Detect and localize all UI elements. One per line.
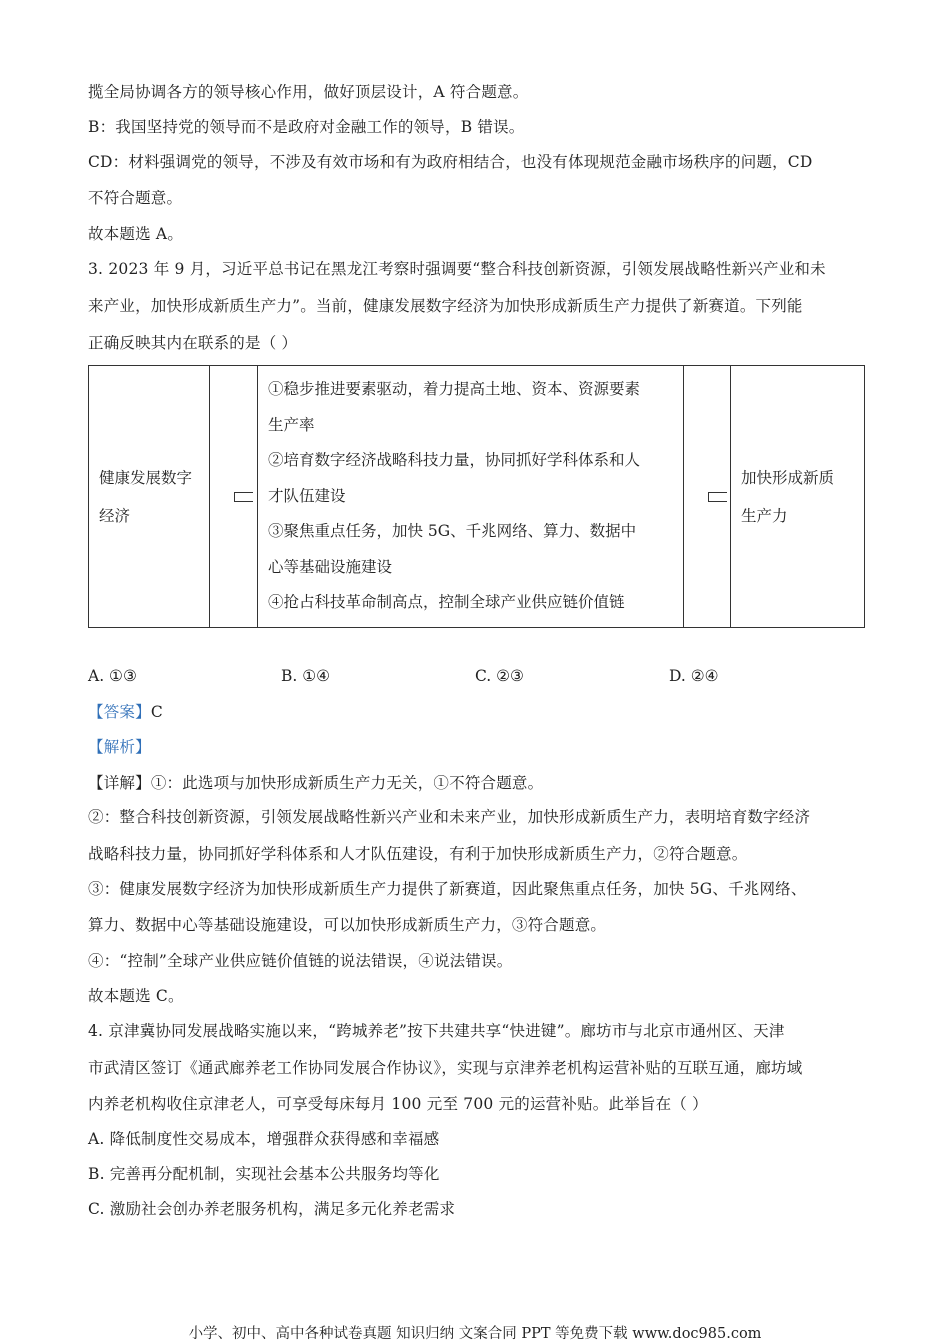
answer-label: 【答案】 xyxy=(88,703,151,721)
text-line: 不符合题意。 xyxy=(88,189,183,207)
option-a: A. ①③ xyxy=(88,667,137,685)
left-arrow-cell xyxy=(210,366,258,628)
q4-option-b: B. 完善再分配机制，实现社会基本公共服务均等化 xyxy=(88,1165,440,1183)
option-d: D. ②④ xyxy=(669,667,719,685)
text-line: 故本题选 A。 xyxy=(88,225,184,243)
text-line: CD：材料强调党的领导，不涉及有效市场和有为政府相结合，也没有体现规范金融市场秩序的问题，CD xyxy=(88,153,813,171)
option-item-line: ①稳步推进要素驱动，着力提高土地、资本、资源要素 xyxy=(268,380,641,399)
detail-line: 战略科技力量，协同抓好学科体系和人才队伍建设，有利于加快形成新质生产力，②符合题意。 xyxy=(88,845,748,863)
analysis-label: 【解析】 xyxy=(88,738,151,756)
option-item-line: 心等基础设施建设 xyxy=(268,557,393,576)
detail-line: ②：整合科技创新资源，引领发展战略性新兴产业和未来产业，加快形成新质生产力，表明培育数字经济 xyxy=(88,808,811,826)
q4-stem-line: 4. 京津冀协同发展战略实施以来，“跨城养老”按下共建共享“快进键”。廊坊市与北京市通州区、天津 xyxy=(88,1022,785,1040)
q3-stem-line: 来产业，加快形成新质生产力”。当前，健康发展数字经济为加快形成新质生产力提供了新赛道。下列能 xyxy=(88,297,803,315)
table-right-cell xyxy=(731,366,865,628)
text-line: 揽全局协调各方的领导核心作用，做好顶层设计，A 符合题意。 xyxy=(88,83,529,101)
page-footer: 小学、初中、高中各种试卷真题 知识归纳 文案合同 PPT 等免费下载 www.doc985.com xyxy=(188,1326,762,1342)
detail-text: ①：此选项与加快形成新质生产力无关，①不符合题意。 xyxy=(150,774,544,792)
option-item-line: ②培育数字经济战略科技力量，协同抓好学科体系和人 xyxy=(268,451,641,470)
text-line: B：我国坚持党的领导而不是政府对金融工作的领导，B 错误。 xyxy=(88,118,525,136)
option-b: B. ①④ xyxy=(281,667,331,685)
q3-stem-line: 正确反映其内在联系的是（ ） xyxy=(88,334,298,352)
right-arrow-cell xyxy=(684,366,731,628)
detail-line xyxy=(88,773,543,793)
option-item-line: ④抢占科技革命制高点，控制全球产业供应链价值链 xyxy=(268,593,625,612)
detail-line: 故本题选 C。 xyxy=(88,987,184,1005)
detail-line: ④：“控制”全球产业供应链价值链的说法错误，④说法错误。 xyxy=(88,952,513,970)
q4-stem-line: 市武清区签订《通武廊养老工作协同发展合作协议》，实现与京津养老机构运营补贴的互联互通，廊坊域 xyxy=(88,1059,803,1077)
option-item-line: 才队伍建设 xyxy=(268,486,346,505)
q4-stem-line: 内养老机构收住京津老人，可享受每床每月 100 元至 700 元的运营补贴。此举旨在（ ） xyxy=(88,1095,708,1113)
detail-line: ③：健康发展数字经济为加快形成新质生产力提供了新赛道，因此聚焦重点任务，加快 5G、千兆网络、 xyxy=(88,880,807,898)
right-cell-line: 加快形成新质 xyxy=(741,468,835,487)
detail-line: 算力、数据中心等基础设施建设，可以加快形成新质生产力，③符合题意。 xyxy=(88,916,607,934)
table-left-cell xyxy=(89,366,210,628)
q4-option-c: C. 激励社会创办养老服务机构，满足多元化养老需求 xyxy=(88,1200,456,1218)
arrow-bracket-icon xyxy=(234,492,253,502)
answer-value: C xyxy=(150,703,163,721)
option-item-line: 生产率 xyxy=(268,415,315,434)
q4-option-a: A. 降低制度性交易成本，增强群众获得感和幸福感 xyxy=(88,1130,440,1148)
option-c: C. ②③ xyxy=(475,667,524,685)
right-cell-line: 生产力 xyxy=(741,506,788,525)
table-middle-cell xyxy=(258,366,684,628)
answer-line xyxy=(88,702,163,722)
left-cell-line: 健康发展数字 xyxy=(99,468,193,487)
q3-stem-line: 3. 2023 年 9 月，习近平总书记在黑龙江考察时强调要“整合科技创新资源，引领发展战略性新兴产业和未 xyxy=(88,260,826,278)
detail-label: 【详解】 xyxy=(88,774,151,792)
q3-relation-table xyxy=(88,365,865,628)
arrow-bracket-icon xyxy=(708,492,727,502)
left-cell-line: 经济 xyxy=(99,506,131,525)
option-item-line: ③聚焦重点任务，加快 5G、千兆网络、算力、数据中 xyxy=(268,522,637,541)
